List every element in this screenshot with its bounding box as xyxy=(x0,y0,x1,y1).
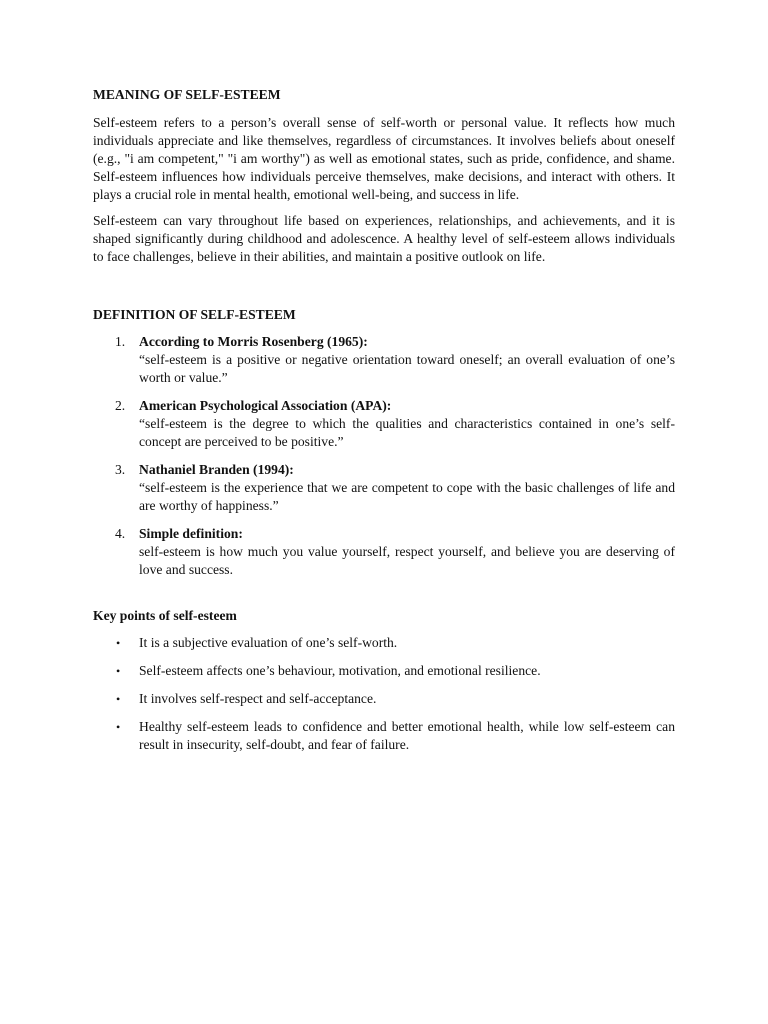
definition-number: 4. xyxy=(115,526,126,541)
definition-list xyxy=(93,333,675,579)
key-point-item xyxy=(93,634,675,652)
definition-title: Nathaniel Branden (1994): xyxy=(139,462,294,477)
key-point-item xyxy=(93,690,675,708)
definition-text: self-esteem is how much you value yourself, respect yourself, and believe you are deserving of love and success. xyxy=(139,544,675,577)
definition-text: “self-esteem is the experience that we are competent to cope with the basic challenges of life and are worthy of happiness.” xyxy=(139,480,675,513)
definition-item xyxy=(93,461,675,515)
meaning-heading: MEANING OF SELF-ESTEEM xyxy=(93,87,281,102)
definition-item xyxy=(93,333,675,387)
definition-number: 2. xyxy=(115,398,126,413)
definition-title: Simple definition: xyxy=(139,526,243,541)
key-point-text: It is a subjective evaluation of one’s self-worth. xyxy=(139,635,398,650)
key-point-item xyxy=(93,662,675,680)
bullet-icon: • xyxy=(116,720,121,734)
meaning-paragraph-2: Self-esteem can vary throughout life based on experiences, relationships, and achievements, and it is shaped significantly during childhood and adolescence. A healthy level of self-esteem allows individuals to face challenges, believe in their abilities, and maintain a positive outlook on life. xyxy=(93,213,675,264)
meaning-paragraph-1: Self-esteem refers to a person’s overall sense of self-worth or personal value. It reflects how much individuals appreciate and like themselves, regardless of circumstances. It involves beliefs about oneself (e.g., "i am competent," "i am worthy") as well as emotional states, such as pride, confidence, and shame. Self-esteem influences how individuals perceive themselves, make decisions, and interact with others. It plays a crucial role in mental health, emotional well-being, and success in life. xyxy=(93,115,675,202)
definition-number: 1. xyxy=(115,334,126,349)
key-points-list xyxy=(93,634,675,754)
key-point-text: Self-esteem affects one’s behaviour, motivation, and emotional resilience. xyxy=(139,663,541,678)
bullet-icon: • xyxy=(116,664,121,678)
definition-heading: DEFINITION OF SELF-ESTEEM xyxy=(93,307,296,322)
definition-number: 3. xyxy=(115,462,126,477)
key-points-heading: Key points of self-esteem xyxy=(93,608,237,623)
key-point-item xyxy=(93,718,675,754)
bullet-icon: • xyxy=(116,636,121,650)
bullet-icon: • xyxy=(116,692,121,706)
definition-item xyxy=(93,525,675,579)
definition-title: American Psychological Association (APA): xyxy=(139,398,392,413)
definition-text: “self-esteem is the degree to which the qualities and characteristics contained in one’s self-concept are perceived to be positive.” xyxy=(139,416,675,449)
definition-title: According to Morris Rosenberg (1965): xyxy=(139,334,368,349)
key-point-text: Healthy self-esteem leads to confidence and better emotional health, while low self-esteem can result in insecurity, self-doubt, and fear of failure. xyxy=(139,719,675,752)
definition-text: “self-esteem is a positive or negative orientation toward oneself; an overall evaluation of one’s worth or value.” xyxy=(139,352,675,385)
document-page xyxy=(93,86,675,764)
key-point-text: It involves self-respect and self-acceptance. xyxy=(139,691,377,706)
definition-item xyxy=(93,397,675,451)
